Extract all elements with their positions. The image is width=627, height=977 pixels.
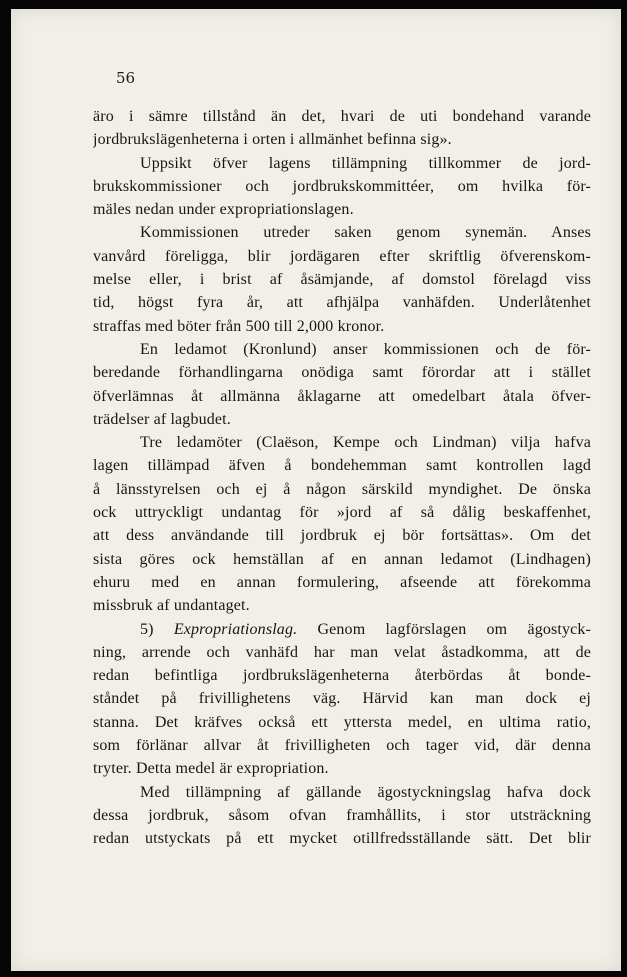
text-line: äro i sämre tillstånd än det, hvari de uti bondehand varande [93,108,591,125]
text-line: vanvård föreligga, blir jordägaren efter skriftlig öfverenskom- [93,247,591,265]
section-text: Genom lagförslagen om ägostyck- [317,620,591,638]
text-line: ståndet på frivillighetens väg. Härvid kan man dock ej [93,690,591,708]
text-line: stanna. Det kräfves också ett yttersta medel, en ultima ratio, [93,713,591,731]
page-number: 56 [116,69,136,87]
text-line: ock uttryckligt undantag för »jord af så dålig beskaffenhet, [93,504,591,522]
section-heading: Expropriationslag. [173,620,298,638]
text-line: dessa jordbruk, såsom ofvan framhållits, i stor utsträckning [93,806,591,824]
text-line: jordbrukslägenheterna i orten i allmänhet befinna sig». [93,131,452,149]
text-line: missbruk af undantaget. [93,597,250,615]
text-line: ehuru med en annan formulering, afseende att förekomma [93,573,591,591]
text-line: melse eller, i brist af åsämjande, af domstol förelagd viss [93,271,591,289]
text-line: sista göres ock hemställan af en annan ledamot (Lindhagen) [93,550,591,568]
text-line: å länsstyrelsen och ej å någon särskild myndighet. De önska [93,480,591,498]
body-text [93,105,591,851]
text-line: tryter. Detta medel är expropriation. [93,760,329,778]
document-page [11,9,621,971]
text-line: brukskommissioner och jordbrukskommittéer, om hvilka för- [93,177,591,195]
text-line: Uppsikt öfver lagens tillämpning tillkommer de jord- [140,154,591,172]
text-line: som förlänar allvar åt frivilligheten och tager vid, där denna [93,737,591,755]
text-line [93,618,591,641]
text-line: straffas med böter från 500 till 2,000 kronor. [93,317,385,335]
text-line: En ledamot (Kronlund) anser kommissionen och de för- [140,340,591,358]
text-line: Kommissionen utreder saken genom synemän. Anses [140,224,591,242]
text-line: lagen tillämpad äfven å bondehemman samt kontrollen lagd [93,457,591,475]
text-line: tid, högst fyra år, att afhjälpa vanhäfden. Underlåtenhet [93,294,591,312]
text-line: öfverlämnas åt allmänna åklagarne att omedelbart åtala öfver- [93,387,591,405]
text-line: redan utstyckats på ett mycket otillfredsställande sätt. Det blir [93,830,591,848]
text-line: att dess användande till jordbruk ej bör fortsättas». Om det [93,527,591,545]
section-number: 5) [140,620,174,638]
text-line: beredande förhandlingarna onödiga samt förordar att i stället [93,364,591,382]
text-line: ning, arrende och vanhäfd har man velat åstadkomma, att de [93,643,591,661]
text-line: mäles nedan under expropriationslagen. [93,201,354,219]
text-line: Med tillämpning af gällande ägostyckningslag hafva dock [140,783,591,801]
text-line: Tre ledamöter (Claëson, Kempe och Lindman) vilja hafva [140,434,591,452]
text-line: redan befintliga jordbrukslägenheterna återbördas åt bonde- [93,667,591,685]
text-line: trädelser af lagbudet. [93,410,231,428]
